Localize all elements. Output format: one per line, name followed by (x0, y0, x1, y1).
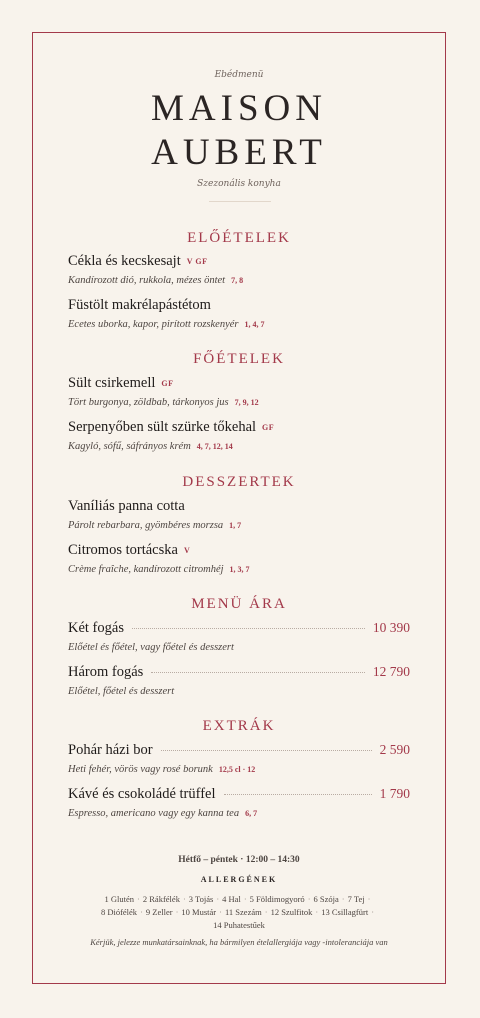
allergen-entry: 6 Szója (313, 894, 339, 904)
dish-name (68, 297, 211, 314)
price-item-description: Előétel, főétel és desszert (68, 686, 175, 697)
dish-name-text: Citromos tortácska (68, 542, 178, 558)
dish-description (68, 275, 243, 286)
dish-name (68, 498, 185, 515)
allergen-codes: 4, 7, 12, 14 (196, 442, 233, 451)
price-item-description: Előétel és főétel, vagy főétel és desszert (68, 642, 234, 653)
allergen-separator: · (367, 894, 371, 904)
allergen-separator: · (264, 907, 268, 917)
price-row (68, 664, 410, 681)
price-item-description (68, 808, 257, 819)
price-value: 12 790 (372, 664, 410, 679)
dish-description-text: Crème fraîche, kandírozott citromhéj (68, 564, 224, 575)
allergen-entry: 12 Szulfitok (270, 907, 313, 917)
restaurant-name-line1: MAISON (151, 88, 327, 129)
allergen-entry: 3 Tojás (188, 894, 214, 904)
dish-description-text: Tört burgonya, zöldbab, tárkonyos jus (68, 397, 229, 408)
dish-name (68, 253, 208, 270)
price-value: 2 590 (379, 742, 410, 757)
dish-description-text: Ecetes uborka, kapor, pirított rozskenyér (68, 319, 239, 330)
dot-leader (224, 794, 372, 795)
price-item-name: Három fogás (68, 664, 144, 680)
allergy-note: Kérjük, jelezze munkatársainknak, ha bármilyen ételallergiája vagy -intoleranciája van (90, 937, 388, 947)
dish-description (68, 397, 259, 408)
price-item-name: Pohár házi bor (68, 742, 153, 758)
allergen-entry: 14 Puhatestűek (213, 920, 265, 930)
allergen-codes: 1, 4, 7 (244, 320, 265, 329)
price-item-name: Kávé és csokoládé trüffel (68, 786, 216, 802)
diet-tag: V GF (186, 257, 208, 266)
dish-name-text: Serpenyőben sült szürke tőkehal (68, 419, 257, 435)
dish-description-text: Kagyló, sófű, sáfrányos krém (68, 441, 191, 452)
service-hours: Hétfő – péntek · 12:00 – 14:30 (178, 855, 300, 865)
allergen-codes: 7, 8 (231, 276, 244, 285)
section-title-extras: EXTRÁK (202, 718, 276, 734)
allergen-entry: 10 Mustár (181, 907, 217, 917)
allergen-entry: 5 Földimogyoró (249, 894, 305, 904)
dish-name (68, 375, 174, 392)
section-title-mains: FŐÉTELEK (193, 351, 285, 367)
header-divider (209, 201, 271, 202)
price-item-description-text: Heti fehér, vörös vagy rosé borunk (68, 764, 213, 775)
dish-description-text: Párolt rebarbara, gyömbéres morzsa (68, 520, 224, 531)
allergen-separator: · (315, 907, 319, 917)
diet-tag: GF (262, 423, 275, 432)
allergen-codes: 6, 7 (245, 809, 258, 818)
dish-description (68, 520, 241, 531)
dish-description (68, 564, 250, 575)
price-item-description (68, 764, 255, 775)
dish-description (68, 319, 265, 330)
dish-name (68, 419, 274, 436)
allergen-separator: · (371, 907, 375, 917)
allergen-entry: 9 Zeller (145, 907, 173, 917)
allergen-separator: · (243, 894, 247, 904)
allergen-codes: 12,5 cl · 12 (218, 765, 256, 774)
allergen-entry: 7 Tej (347, 894, 365, 904)
menu-subtitle: Szezonális konyha (197, 179, 281, 189)
allergen-entry: 13 Csillagfürt (321, 907, 369, 917)
price-item-name: Két fogás (68, 620, 124, 636)
dish-description (68, 441, 233, 452)
price-value: 1 790 (379, 786, 410, 801)
dot-leader (151, 672, 365, 673)
dish-description-text: Kandírozott dió, rukkola, mézes öntet (68, 275, 226, 286)
dish-name-text: Sült csirkemell (68, 375, 156, 391)
menu-kicker: Ebédmenü (214, 70, 264, 80)
allergen-separator: · (341, 894, 345, 904)
allergens-title: ALLERGÉNEK (200, 875, 278, 884)
allergen-separator: · (216, 894, 220, 904)
section-title-desserts: DESSZERTEK (182, 474, 296, 490)
dish-name-text: Vaníliás panna cotta (68, 498, 185, 514)
allergen-separator: · (137, 894, 140, 904)
diet-tag: GF (161, 379, 174, 388)
allergen-separator: · (175, 907, 179, 917)
allergen-entry: 1 Glutén (104, 894, 135, 904)
allergen-separator: · (182, 894, 186, 904)
allergen-entry: 11 Szezám (224, 907, 262, 917)
restaurant-name-line2: AUBERT (151, 132, 327, 173)
diet-tag: V (183, 546, 191, 555)
dish-name-text: Cékla és kecskesajt (68, 253, 181, 269)
section-title-menu-price: MENÜ ÁRA (191, 596, 287, 612)
allergen-separator: · (140, 907, 143, 917)
allergen-separator: · (219, 907, 222, 917)
price-value: 10 390 (372, 620, 410, 635)
price-item-description-text: Espresso, americano vagy egy kanna tea (68, 808, 240, 819)
dot-leader (161, 750, 372, 751)
dish-name (68, 542, 190, 559)
allergen-entry: 4 Hal (222, 894, 241, 904)
allergen-codes: 1, 3, 7 (229, 565, 250, 574)
dot-leader (132, 628, 365, 629)
dish-name-text: Füstölt makrélapástétom (68, 297, 211, 313)
menu-card (32, 32, 446, 984)
allergen-codes: 1, 7 (229, 521, 242, 530)
allergen-legend (73, 893, 405, 932)
restaurant-name (33, 87, 445, 175)
price-row (68, 742, 410, 759)
allergen-entry: 2 Rákfélék (142, 894, 180, 904)
price-row (68, 620, 410, 637)
price-row (68, 786, 410, 803)
allergen-entry: 8 Diófélék (100, 907, 138, 917)
allergen-separator: · (307, 894, 311, 904)
section-title-starters: ELŐÉTELEK (187, 230, 291, 246)
allergen-codes: 7, 9, 12 (234, 398, 259, 407)
